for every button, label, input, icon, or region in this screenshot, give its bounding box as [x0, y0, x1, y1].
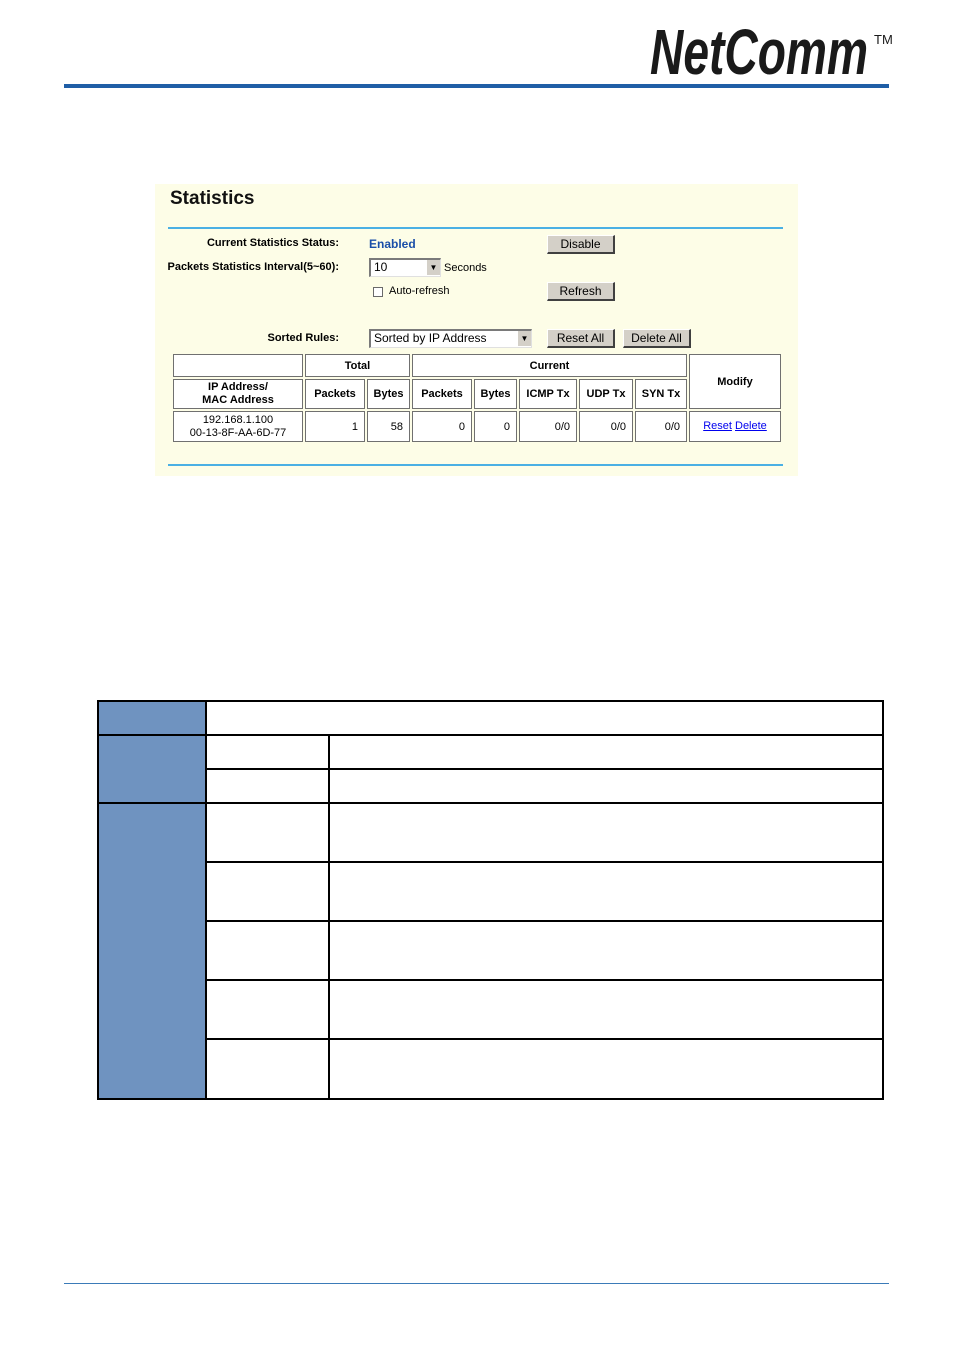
table-divider [97, 802, 884, 804]
sorted-rules-label: Sorted Rules: [267, 332, 339, 344]
row-modify [689, 411, 781, 442]
header-mac-line: MAC Address [202, 394, 274, 406]
interval-label: Packets Statistics Interval(5~60): [167, 261, 339, 273]
header-ip-mac [173, 379, 303, 409]
page-title: Statistics [170, 188, 255, 209]
interval-select-value: 10 [374, 260, 388, 274]
table-border [882, 700, 884, 1100]
title-divider [168, 227, 783, 229]
header-current-bytes: Bytes [474, 379, 517, 409]
header-modify: Modify [689, 354, 781, 409]
header-rule [64, 84, 889, 88]
bottom-divider [168, 464, 783, 466]
reset-link[interactable]: Reset [703, 420, 732, 432]
header-current: Current [412, 354, 687, 377]
table-divider [205, 768, 884, 770]
description-table [97, 700, 884, 1100]
row-current-bytes: 0 [474, 411, 517, 442]
row-syn-tx: 0/0 [635, 411, 687, 442]
interval-select[interactable] [369, 258, 441, 277]
refresh-button[interactable]: Refresh [547, 282, 615, 301]
status-label: Current Statistics Status: [206, 237, 339, 249]
reset-all-button[interactable]: Reset All [547, 329, 615, 348]
sorted-rules-select[interactable] [369, 329, 532, 348]
auto-refresh-checkbox[interactable] [373, 287, 383, 297]
header-syn-tx: SYN Tx [635, 379, 687, 409]
table-divider [205, 1038, 884, 1040]
logo-tm: TM [874, 32, 893, 47]
table-divider [205, 700, 207, 1100]
table-divider [205, 861, 884, 863]
logo-wordmark: NetComm [650, 20, 868, 80]
header-total-bytes: Bytes [367, 379, 410, 409]
header-icmp-tx: ICMP Tx [519, 379, 577, 409]
table-divider [205, 979, 884, 981]
row-icmp-tx: 0/0 [519, 411, 577, 442]
seconds-label: Seconds [444, 262, 487, 274]
header-ip-line: IP Address/ [208, 381, 268, 393]
header-udp-tx: UDP Tx [579, 379, 633, 409]
footer-rule [64, 1283, 889, 1284]
row-udp-tx: 0/0 [579, 411, 633, 442]
row-ip: 192.168.1.100 [202, 413, 274, 426]
table-divider [205, 920, 884, 922]
table-border [97, 700, 99, 1100]
row-total-bytes: 58 [367, 411, 410, 442]
label-column [97, 700, 207, 1100]
auto-refresh-label: Auto-refresh [389, 285, 450, 297]
table-border [97, 700, 884, 702]
header-blank-cell [173, 354, 303, 377]
header-current-packets: Packets [412, 379, 472, 409]
row-total-packets: 1 [305, 411, 365, 442]
status-value: Enabled [369, 237, 416, 251]
table-divider [97, 734, 884, 736]
header-total: Total [305, 354, 410, 377]
statistics-panel [155, 184, 798, 476]
header-total-packets: Packets [305, 379, 365, 409]
table-border [97, 1098, 884, 1100]
sorted-rules-value: Sorted by IP Address [374, 331, 487, 345]
netcomm-logo [648, 20, 893, 80]
dropdown-arrow-icon[interactable]: ▼ [517, 331, 531, 346]
table-divider [328, 734, 330, 1100]
delete-link[interactable]: Delete [735, 420, 767, 432]
disable-button[interactable]: Disable [547, 235, 615, 254]
delete-all-button[interactable]: Delete All [623, 329, 691, 348]
row-mac: 00-13-8F-AA-6D-77 [189, 426, 287, 439]
row-current-packets: 0 [412, 411, 472, 442]
row-ip-mac [173, 411, 303, 442]
dropdown-arrow-icon[interactable]: ▼ [426, 260, 440, 275]
